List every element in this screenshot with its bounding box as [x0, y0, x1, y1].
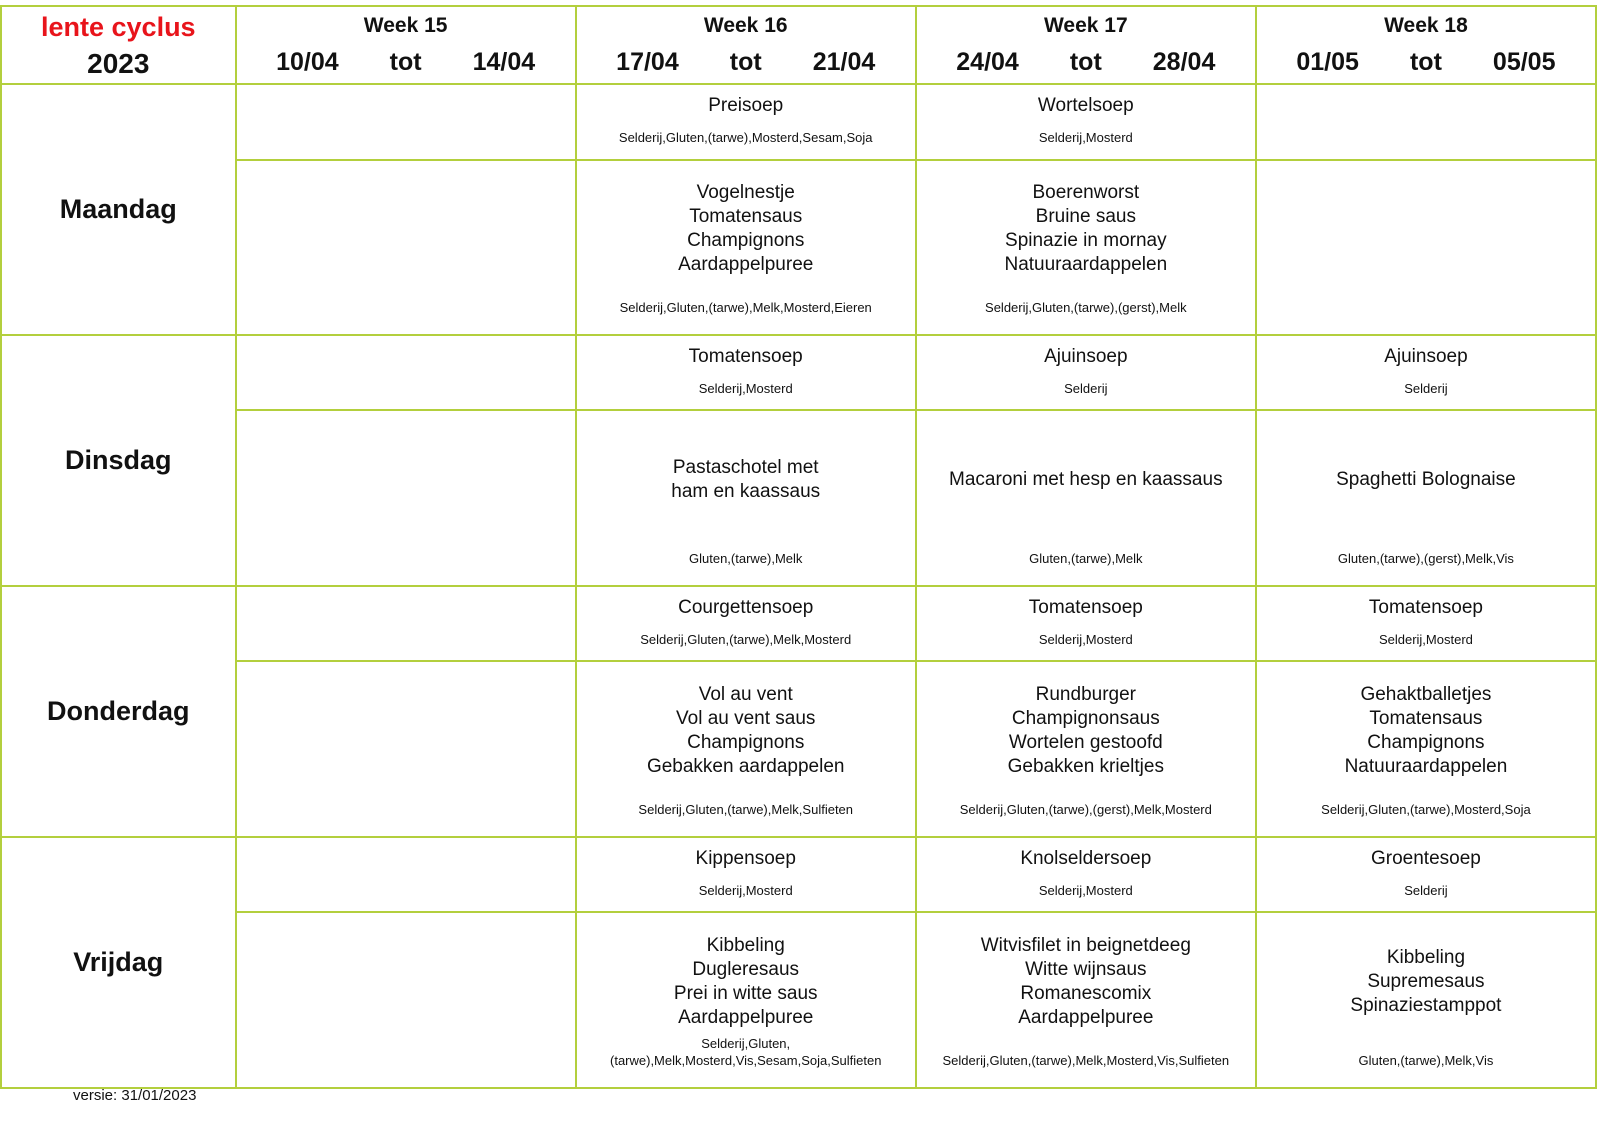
main-course-lines [237, 674, 575, 788]
main-row [1, 160, 1596, 336]
main-course-line: Macaroni met hesp en kaassaus [949, 469, 1223, 491]
soup-content [237, 85, 575, 158]
week-header [576, 6, 916, 84]
main-course-line: Prei in witte saus [673, 983, 818, 1005]
soup-allergens: Selderij [1404, 883, 1448, 898]
main-course-lines [917, 925, 1255, 1039]
main-course-cell [236, 410, 576, 586]
soup-row [1, 837, 1596, 912]
main-course-content [917, 161, 1255, 335]
soup-content [577, 587, 915, 660]
soup-cell [236, 586, 576, 661]
soup-name: Ajuinsoep [1384, 346, 1468, 368]
main-course-content [1257, 913, 1595, 1087]
soup-allergens: Selderij,Mosterd [1038, 632, 1133, 648]
main-course-allergens: Gluten,(tarwe),Melk,Vis [1358, 1053, 1494, 1068]
week-to: 28/04 [1152, 48, 1216, 76]
week-from: 10/04 [276, 48, 339, 76]
soup-cell [236, 335, 576, 410]
soup-allergens: Selderij,Gluten,(tarwe),Melk,Mosterd [640, 632, 852, 648]
main-course-line: Vol au vent [698, 684, 793, 706]
soup-content [237, 838, 575, 911]
main-course-lines [917, 423, 1255, 537]
soup-cell [576, 84, 916, 159]
main-course-lines [917, 173, 1255, 287]
main-course-content [237, 913, 575, 1087]
main-course-cell [236, 912, 576, 1088]
main-course-line: Gehaktballetjes [1360, 684, 1492, 706]
year-label: 2023 [87, 48, 150, 79]
main-course-line: Pastaschotel met [672, 457, 819, 479]
main-course-line: Romanescomix [1020, 983, 1152, 1005]
soup-name: Groentesoep [1371, 848, 1481, 869]
main-course-allergens: Selderij,Gluten,(tarwe),Mosterd,Soja [1321, 802, 1531, 817]
main-course-cell [236, 661, 576, 837]
soup-cell [576, 335, 916, 410]
soup-name: Knolseldersoep [1020, 848, 1152, 869]
soup-content [237, 336, 575, 409]
soup-content [917, 336, 1255, 409]
soup-allergens: Selderij [1404, 381, 1448, 397]
soup-name: Wortelsoep [1037, 95, 1134, 117]
main-course-content [917, 411, 1255, 585]
soup-cell [1256, 837, 1596, 912]
soup-name: Kippensoep [695, 848, 796, 869]
main-course-allergens: Selderij,Gluten,(tarwe),Melk,Sulfieten [638, 802, 854, 817]
cycle-label: lente cyclus [41, 12, 196, 42]
menu-table [0, 5, 1597, 1089]
soup-row [1, 84, 1596, 159]
main-course-lines [237, 925, 575, 1039]
soup-cell [916, 84, 1256, 159]
main-course-line: Aardappelpuree [678, 1007, 814, 1029]
main-course-cell [576, 661, 916, 837]
soup-cell [576, 837, 916, 912]
soup-row [1, 586, 1596, 661]
main-course-line: Champignons [1367, 732, 1485, 754]
main-course-content [237, 161, 575, 335]
main-course-line: Supremesaus [1367, 971, 1485, 993]
main-course-allergens: Gluten,(tarwe),(gerst),Melk,Vis [1337, 551, 1514, 567]
soup-row [1, 335, 1596, 410]
day-name: Maandag [1, 84, 236, 335]
main-course-content [577, 913, 915, 1087]
week-title: Week 15 [363, 14, 448, 37]
week-from: 17/04 [616, 48, 679, 76]
main-course-line: Tomatensaus [689, 206, 803, 228]
day-name: Vrijdag [1, 837, 236, 1088]
main-course-line: Tomatensaus [1369, 708, 1483, 730]
main-course-content [577, 161, 915, 335]
main-course-allergens: Selderij,Gluten,(tarwe),(gerst),Melk [985, 300, 1187, 316]
main-row [1, 410, 1596, 586]
main-course-lines [237, 173, 575, 287]
soup-cell [916, 586, 1256, 661]
week-title: Week 17 [1043, 14, 1128, 37]
main-course-line: Champignonsaus [1011, 708, 1160, 730]
main-course-lines [577, 674, 915, 788]
main-course-cell [916, 410, 1256, 586]
soup-allergens: Selderij,Mosterd [698, 883, 793, 898]
main-course-cell [1256, 160, 1596, 336]
soup-content [917, 587, 1255, 660]
main-course-cell [916, 160, 1256, 336]
main-course-line: Natuuraardappelen [1344, 756, 1508, 778]
soup-allergens: Selderij,Mosterd [1038, 883, 1133, 898]
main-course-cell [576, 410, 916, 586]
main-course-lines [577, 925, 915, 1039]
main-course-cell [576, 912, 916, 1088]
soup-content [237, 587, 575, 660]
main-course-lines [577, 423, 915, 537]
soup-name: Tomatensoep [1368, 597, 1483, 619]
main-course-lines [1257, 423, 1595, 537]
main-course-allergens: Gluten,(tarwe),Melk [689, 551, 803, 567]
soup-name: Preisoep [708, 95, 784, 117]
main-course-cell [1256, 912, 1596, 1088]
week-sep: tot [729, 48, 762, 76]
main-course-cell [916, 912, 1256, 1088]
soup-name: Ajuinsoep [1044, 346, 1128, 368]
main-course-cell [236, 160, 576, 336]
week-sep: tot [1069, 48, 1102, 76]
main-course-line: Spinazie in mornay [1005, 230, 1167, 252]
main-course-lines [1257, 173, 1595, 287]
main-course-lines [577, 173, 915, 287]
soup-cell [576, 586, 916, 661]
main-course-content [577, 662, 915, 836]
main-course-line: Wortelen gestoofd [1008, 732, 1163, 754]
soup-content [917, 85, 1255, 158]
week-from: 01/05 [1296, 48, 1359, 76]
header-corner [1, 6, 236, 84]
soup-name: Tomatensoep [688, 346, 803, 368]
main-course-line: Spaghetti Bolognaise [1336, 469, 1516, 491]
soup-allergens: Selderij,Mosterd [1038, 130, 1133, 146]
main-course-line: Witvisfilet in beignetdeeg [980, 935, 1191, 957]
week-header [916, 6, 1256, 84]
soup-cell [1256, 335, 1596, 410]
week-sep: tot [1409, 48, 1442, 76]
week-title: Week 18 [1384, 14, 1468, 37]
week-from: 24/04 [956, 48, 1019, 76]
main-course-line: Gebakken aardappelen [646, 756, 845, 778]
soup-allergens: Selderij [1064, 381, 1108, 397]
main-course-content [577, 411, 915, 585]
day-name: Dinsdag [1, 335, 236, 586]
week-to: 21/04 [812, 48, 876, 76]
soup-name: Tomatensoep [1028, 597, 1143, 619]
main-course-content [917, 662, 1255, 836]
week-title: Week 16 [703, 14, 788, 37]
main-course-line: Kibbeling [1386, 947, 1466, 969]
main-course-line: Kibbeling [706, 935, 785, 957]
main-course-line: Rundburger [1035, 684, 1136, 706]
main-course-content [1257, 662, 1595, 836]
soup-cell [1256, 586, 1596, 661]
main-course-line: Gebakken krieltjes [1007, 756, 1164, 778]
main-course-allergens: Selderij,Gluten,(tarwe),(gerst),Melk,Mosterd [959, 802, 1212, 817]
week-to: 14/04 [472, 48, 536, 76]
header-row [1, 6, 1596, 84]
soup-content [577, 85, 915, 158]
soup-cell [916, 335, 1256, 410]
soup-cell [916, 837, 1256, 912]
main-course-content [917, 913, 1255, 1087]
soup-content [1257, 85, 1595, 158]
main-course-line: ham en kaassaus [671, 481, 821, 503]
main-course-content [1257, 411, 1595, 585]
main-course-line: Bruine saus [1035, 206, 1136, 228]
main-course-content [237, 411, 575, 585]
soup-name: Courgettensoep [678, 597, 814, 619]
main-course-cell [576, 160, 916, 336]
soup-content [1257, 336, 1595, 409]
main-course-line: Dugleresaus [692, 959, 800, 981]
main-course-line: Vol au vent saus [676, 708, 816, 730]
main-course-lines [1257, 925, 1595, 1039]
main-course-line: Natuuraardappelen [1004, 254, 1168, 276]
main-course-allergens: Selderij,Gluten,(tarwe),Melk,Mosterd,Vis,Sesam,Soja,Sulfieten [610, 1036, 882, 1068]
main-row [1, 661, 1596, 837]
main-course-line: Vogelnestje [696, 182, 795, 204]
soup-cell [1256, 84, 1596, 159]
main-course-allergens: Gluten,(tarwe),Melk [1029, 551, 1143, 567]
main-course-line: Aardappelpuree [1018, 1007, 1154, 1029]
soup-content [577, 336, 915, 409]
main-course-line: Spinaziestamppot [1350, 995, 1502, 1017]
main-course-lines [917, 674, 1255, 788]
soup-cell [236, 837, 576, 912]
week-sep: tot [389, 48, 422, 76]
main-course-content [237, 662, 575, 836]
main-course-line: Boerenworst [1032, 182, 1140, 204]
main-course-cell [1256, 410, 1596, 586]
main-course-line: Champignons [687, 230, 805, 252]
main-row [1, 912, 1596, 1088]
soup-allergens: Selderij,Mosterd [1378, 632, 1473, 648]
soup-content [1257, 587, 1595, 660]
main-course-cell [1256, 661, 1596, 837]
version-label: versie: 31/01/2023 [73, 1087, 197, 1104]
soup-content [1257, 838, 1595, 911]
soup-cell [236, 84, 576, 159]
main-course-line: Witte wijnsaus [1025, 959, 1147, 981]
soup-content [577, 838, 915, 911]
soup-allergens: Selderij,Gluten,(tarwe),Mosterd,Sesam,Soja [618, 130, 873, 146]
main-course-line: Aardappelpuree [678, 254, 814, 276]
week-to: 05/05 [1492, 48, 1556, 76]
week-header [236, 6, 576, 84]
main-course-allergens: Selderij,Gluten,(tarwe),Melk,Mosterd,Vis,Sulfieten [942, 1053, 1230, 1068]
main-course-content [1257, 161, 1595, 335]
main-course-lines [237, 423, 575, 537]
week-header [1256, 6, 1596, 84]
main-course-lines [1257, 674, 1595, 788]
soup-allergens: Selderij,Mosterd [698, 381, 793, 397]
main-course-line: Champignons [687, 732, 805, 754]
soup-content [917, 838, 1255, 911]
main-course-allergens: Selderij,Gluten,(tarwe),Melk,Mosterd,Eieren [619, 300, 872, 316]
main-course-cell [916, 661, 1256, 837]
day-name: Donderdag [1, 586, 236, 837]
